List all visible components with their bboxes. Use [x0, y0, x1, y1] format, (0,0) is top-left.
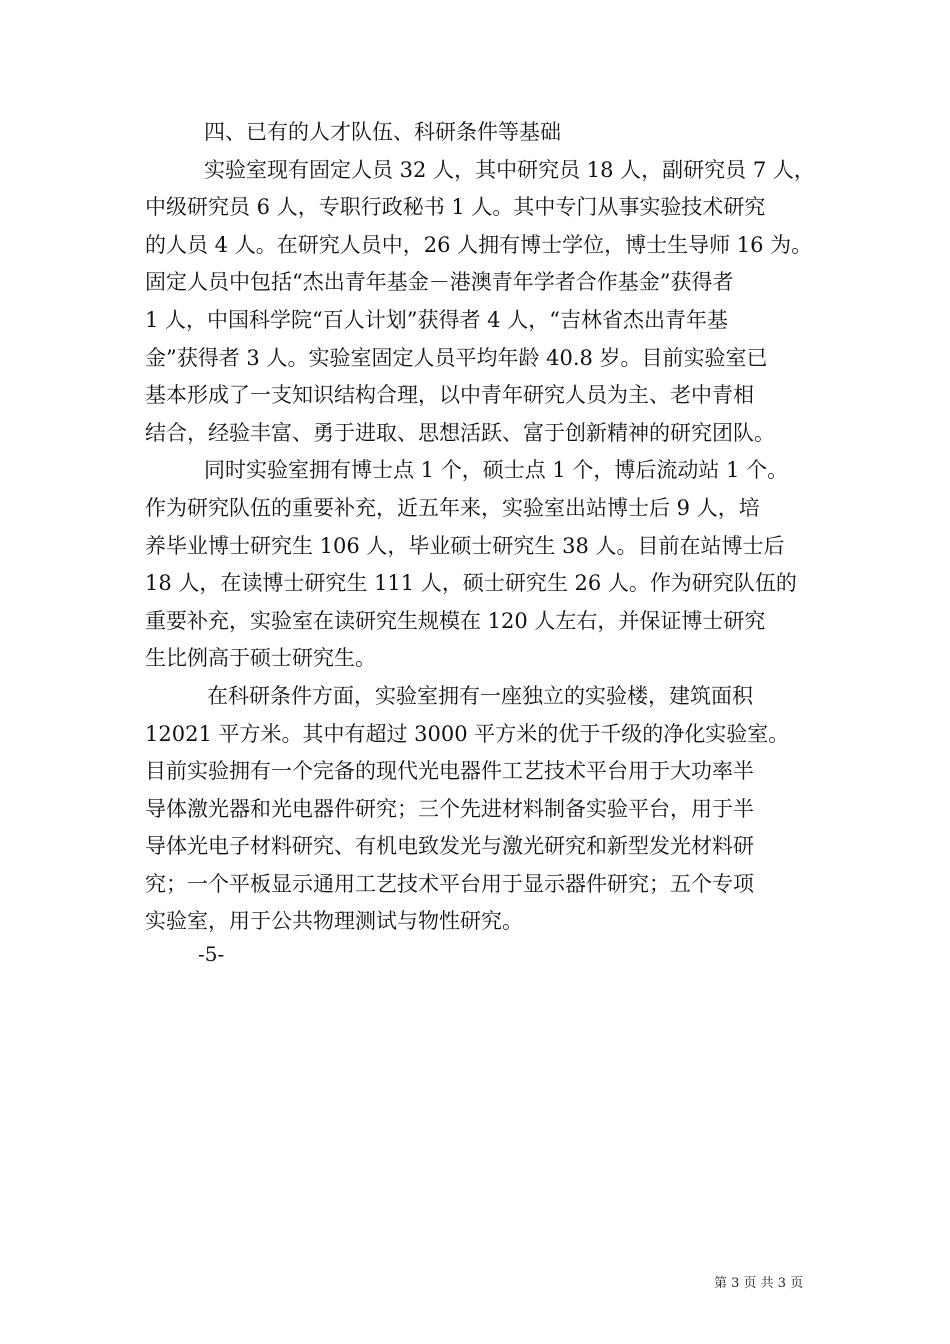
paragraph-line: 固定人员中包括“杰出青年基金－港澳青年学者合作基金”获得者 [145, 270, 734, 295]
paragraph-line: 的人员 4 人。在研究人员中，26 人拥有博士学位，博士生导师 16 为。 [145, 232, 813, 257]
paragraph-line: 12021 平方米。其中有超过 3000 平方米的优于千级的净化实验室。 [145, 721, 790, 746]
paragraph-line: 目前实验拥有一个完备的现代光电器件工艺技术平台用于大功率半 [145, 759, 754, 784]
paragraph-line: 生比例高于硕士研究生。 [145, 646, 376, 671]
page-footer: 第 3 页 共 3 页 [714, 1276, 804, 1291]
paragraph-line: 18 人，在读博士研究生 111 人，硕士研究生 26 人。作为研究队伍的 [145, 571, 797, 596]
paragraph-line: 养毕业博士研究生 106 人，毕业硕士研究生 38 人。目前在站博士后 [145, 533, 785, 558]
paragraph-line: 中级研究员 6 人，专职行政秘书 1 人。其中专门从事实验技术研究 [145, 195, 766, 220]
paragraph-line: 在科研条件方面，实验室拥有一座独立的实验楼，建筑面积 [207, 683, 753, 708]
paragraph-line: 究；一个平板显示通用工艺技术平台用于显示器件研究；五个专项 [145, 871, 754, 896]
paragraph-line: 作为研究队伍的重要补充，近五年来，实验室出站博士后 9 人，培 [145, 495, 760, 520]
paragraph-line: 实验室，用于公共物理测试与物性研究。 [145, 909, 523, 934]
paragraph-line: 实验室现有固定人员 32 人，其中研究员 18 人，副研究员 7 人， [204, 157, 815, 182]
paragraph-staff [145, 152, 815, 453]
paragraph-line: 基本形成了一支知识结构合理，以中青年研究人员为主、老中青相 [145, 383, 754, 408]
paragraph-students [145, 452, 815, 678]
page-number-marker: -5- [198, 942, 225, 966]
document-body [145, 114, 815, 941]
paragraph-facilities [145, 678, 815, 941]
paragraph-line: 同时实验室拥有博士点 1 个，硕士点 1 个，博后流动站 1 个。 [204, 458, 789, 483]
paragraph-line: 重要补充，实验室在读研究生规模在 120 人左右，并保证博士研究 [145, 608, 766, 633]
paragraph-line: 结合，经验丰富、勇于进取、思想活跃、富于创新精神的研究团队。 [145, 420, 775, 445]
paragraph-line: 1 人，中国科学院“百人计划”获得者 4 人，“吉林省杰出青年基 [145, 307, 728, 332]
paragraph-line: 金”获得者 3 人。实验室固定人员平均年龄 40.8 岁。目前实验室已 [145, 345, 768, 370]
paragraph-line: 导体激光器和光电器件研究；三个先进材料制备实验平台，用于半 [145, 796, 754, 821]
section-heading: 四、已有的人才队伍、科研条件等基础 [204, 120, 561, 144]
paragraph-line: 导体光电子材料研究、有机电致发光与激光研究和新型发光材料研 [145, 834, 754, 859]
